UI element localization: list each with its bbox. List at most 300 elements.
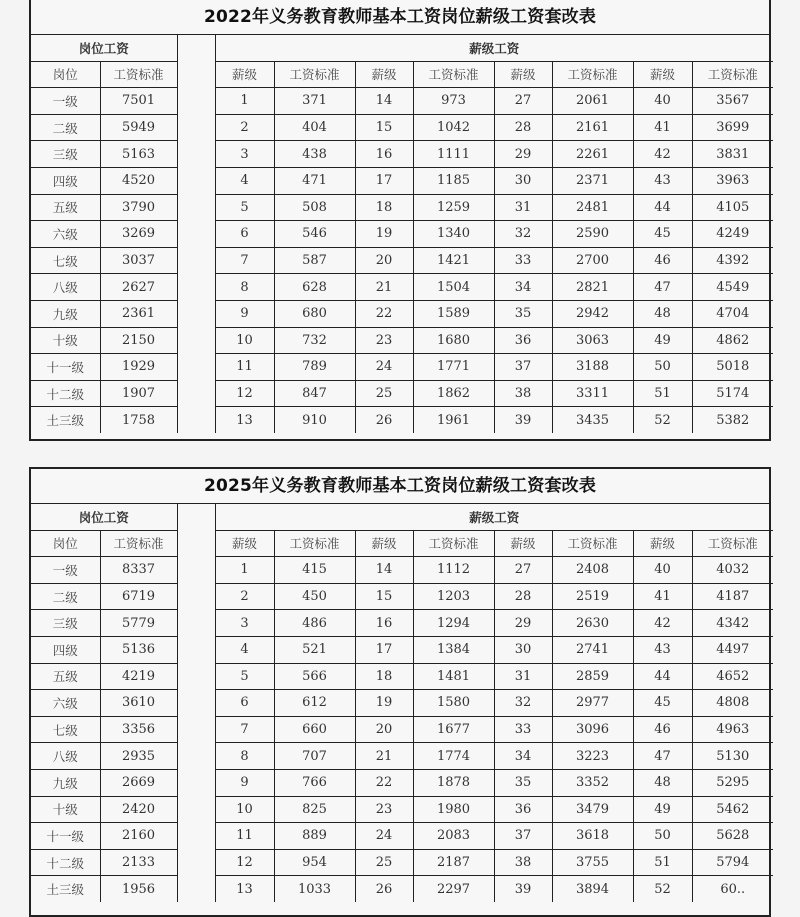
grade-pay-cell: 4704 (692, 300, 773, 327)
post-level-cell: 六级 (31, 221, 100, 248)
spacer-cell (177, 557, 215, 584)
table-row (31, 221, 773, 248)
table-row (31, 583, 773, 610)
column-header-post: 岗位 (31, 61, 100, 88)
grade-pay-cell: 3311 (552, 380, 633, 407)
grade-pay-cell: 2519 (552, 583, 633, 610)
grade-level-cell: 47 (633, 274, 692, 301)
grade-pay-cell: 973 (413, 88, 494, 115)
column-header-grade-pay: 工资标准 (692, 61, 773, 88)
column-header-grade-pay: 工资标准 (692, 530, 773, 557)
post-pay-cell: 5136 (100, 636, 177, 663)
grade-level-cell: 37 (494, 823, 552, 850)
grade-level-cell: 31 (494, 663, 552, 690)
grade-level-cell: 12 (215, 849, 274, 876)
post-level-cell: 五级 (31, 194, 100, 221)
grade-pay-cell: 3699 (692, 114, 773, 141)
post-level-cell: 土三级 (31, 407, 100, 433)
grade-level-cell: 9 (215, 769, 274, 796)
spacer-cell (177, 849, 215, 876)
grade-level-cell: 25 (355, 849, 413, 876)
spacer-cell (177, 504, 215, 530)
grade-level-cell: 36 (494, 327, 552, 354)
grade-pay-cell: 2590 (552, 221, 633, 248)
grade-level-cell: 32 (494, 690, 552, 717)
grade-pay-cell: 566 (274, 663, 355, 690)
column-header-grade: 薪级 (215, 61, 274, 88)
grade-level-cell: 49 (633, 796, 692, 823)
grade-level-cell: 1 (215, 88, 274, 115)
grade-level-cell: 49 (633, 327, 692, 354)
spacer-cell (177, 663, 215, 690)
grade-level-cell: 43 (633, 167, 692, 194)
grade-level-cell: 16 (355, 610, 413, 637)
grade-pay-cell: 1580 (413, 690, 494, 717)
table-row (31, 114, 773, 141)
table-row (31, 610, 773, 637)
grade-level-cell: 39 (494, 407, 552, 433)
grade-level-cell: 41 (633, 583, 692, 610)
table-title: 2025年义务教育教师基本工资岗位薪级工资套改表 (31, 469, 769, 504)
grade-level-cell: 26 (355, 876, 413, 902)
grade-pay-cell: 5794 (692, 849, 773, 876)
column-header-grade: 薪级 (633, 61, 692, 88)
post-level-cell: 七级 (31, 247, 100, 274)
grade-level-cell: 41 (633, 114, 692, 141)
grade-pay-cell: 2481 (552, 194, 633, 221)
grade-level-cell: 9 (215, 300, 274, 327)
grade-pay-cell: 954 (274, 849, 355, 876)
grade-level-cell: 4 (215, 636, 274, 663)
column-header-post-pay: 工资标准 (100, 61, 177, 88)
grade-pay-cell: 471 (274, 167, 355, 194)
grade-pay-cell: 1680 (413, 327, 494, 354)
grade-pay-cell: 2408 (552, 557, 633, 584)
grade-pay-cell: 4963 (692, 716, 773, 743)
post-pay-cell: 1758 (100, 407, 177, 433)
post-pay-cell: 3610 (100, 690, 177, 717)
post-pay-cell: 2361 (100, 300, 177, 327)
grade-pay-cell: 3352 (552, 769, 633, 796)
post-level-cell: 十二级 (31, 849, 100, 876)
spacer-cell (177, 327, 215, 354)
grade-level-cell: 46 (633, 716, 692, 743)
grade-level-cell: 38 (494, 849, 552, 876)
post-pay-cell: 2133 (100, 849, 177, 876)
grade-pay-cell: 5462 (692, 796, 773, 823)
grade-level-cell: 35 (494, 300, 552, 327)
grade-level-cell: 28 (494, 583, 552, 610)
post-level-cell: 七级 (31, 716, 100, 743)
grade-level-cell: 30 (494, 636, 552, 663)
grade-level-cell: 20 (355, 716, 413, 743)
table-row (31, 88, 773, 115)
post-pay-cell: 1956 (100, 876, 177, 902)
grade-pay-cell: 1384 (413, 636, 494, 663)
grade-pay-cell: 660 (274, 716, 355, 743)
grade-pay-cell: 521 (274, 636, 355, 663)
post-level-cell: 二级 (31, 583, 100, 610)
grade-pay-cell: 60.. (692, 876, 773, 902)
column-header-grade: 薪级 (633, 530, 692, 557)
grade-level-cell: 44 (633, 663, 692, 690)
table-row (31, 796, 773, 823)
spacer-cell (177, 247, 215, 274)
grade-level-cell: 40 (633, 557, 692, 584)
grade-pay-cell: 3435 (552, 407, 633, 433)
post-pay-cell: 2160 (100, 823, 177, 850)
grade-pay-cell: 2297 (413, 876, 494, 902)
column-header-grade-pay: 工资标准 (552, 61, 633, 88)
spacer-cell (177, 876, 215, 902)
grade-pay-cell: 2942 (552, 300, 633, 327)
grade-pay-cell: 2161 (552, 114, 633, 141)
table-row (31, 876, 773, 902)
grade-level-cell: 17 (355, 167, 413, 194)
grade-pay-cell: 612 (274, 690, 355, 717)
spacer-cell (177, 716, 215, 743)
grade-level-cell: 18 (355, 194, 413, 221)
post-level-cell: 二级 (31, 114, 100, 141)
grade-pay-cell: 371 (274, 88, 355, 115)
grade-level-cell: 38 (494, 380, 552, 407)
grade-pay-cell: 707 (274, 743, 355, 770)
grade-pay-cell: 4497 (692, 636, 773, 663)
grade-pay-cell: 1033 (274, 876, 355, 902)
post-pay-cell: 6719 (100, 583, 177, 610)
post-pay-cell: 5779 (100, 610, 177, 637)
grade-pay-cell: 766 (274, 769, 355, 796)
grade-pay-cell: 1504 (413, 274, 494, 301)
grade-pay-cell: 4249 (692, 221, 773, 248)
grade-level-cell: 6 (215, 690, 274, 717)
post-pay-cell: 3790 (100, 194, 177, 221)
spacer-cell (177, 61, 215, 88)
post-pay-cell: 2627 (100, 274, 177, 301)
grade-level-cell: 24 (355, 354, 413, 381)
table-row (31, 743, 773, 770)
grade-level-cell: 2 (215, 114, 274, 141)
spacer-cell (177, 167, 215, 194)
post-pay-cell: 2669 (100, 769, 177, 796)
post-pay-cell: 8337 (100, 557, 177, 584)
grade-level-cell: 43 (633, 636, 692, 663)
grade-pay-cell: 1421 (413, 247, 494, 274)
post-pay-cell: 5163 (100, 141, 177, 168)
grade-level-cell: 50 (633, 354, 692, 381)
grade-pay-cell: 486 (274, 610, 355, 637)
column-header-grade: 薪级 (494, 530, 552, 557)
grade-level-cell: 15 (355, 583, 413, 610)
grade-level-cell: 47 (633, 743, 692, 770)
grade-pay-group-header: 薪级工资 (215, 35, 773, 61)
grade-level-cell: 1 (215, 557, 274, 584)
table-row (31, 663, 773, 690)
grade-level-cell: 7 (215, 247, 274, 274)
grade-pay-cell: 1774 (413, 743, 494, 770)
grade-pay-cell: 1259 (413, 194, 494, 221)
table-row (31, 557, 773, 584)
grade-level-cell: 52 (633, 407, 692, 433)
grade-level-cell: 23 (355, 796, 413, 823)
grade-pay-cell: 3755 (552, 849, 633, 876)
grade-pay-cell: 5174 (692, 380, 773, 407)
spacer-cell (177, 35, 215, 61)
spacer-cell (177, 407, 215, 433)
column-header-grade-pay: 工资标准 (413, 530, 494, 557)
grade-level-cell: 21 (355, 743, 413, 770)
grade-pay-cell: 450 (274, 583, 355, 610)
grade-pay-cell: 3831 (692, 141, 773, 168)
grade-level-cell: 31 (494, 194, 552, 221)
grade-level-cell: 26 (355, 407, 413, 433)
grade-pay-cell: 2977 (552, 690, 633, 717)
grade-pay-cell: 415 (274, 557, 355, 584)
grade-level-cell: 22 (355, 300, 413, 327)
column-header-post: 岗位 (31, 530, 100, 557)
grade-level-cell: 46 (633, 247, 692, 274)
grade-pay-cell: 825 (274, 796, 355, 823)
grade-pay-cell: 1111 (413, 141, 494, 168)
grade-level-cell: 48 (633, 300, 692, 327)
grade-pay-cell: 2371 (552, 167, 633, 194)
grade-pay-cell: 5628 (692, 823, 773, 850)
grade-level-cell: 20 (355, 247, 413, 274)
grade-level-cell: 10 (215, 796, 274, 823)
grade-level-cell: 27 (494, 88, 552, 115)
grade-pay-cell: 732 (274, 327, 355, 354)
post-level-cell: 六级 (31, 690, 100, 717)
grade-level-cell: 39 (494, 876, 552, 902)
spacer-cell (177, 141, 215, 168)
spacer-cell (177, 380, 215, 407)
grade-pay-cell: 4862 (692, 327, 773, 354)
grade-level-cell: 18 (355, 663, 413, 690)
grade-level-cell: 44 (633, 194, 692, 221)
post-pay-cell: 3037 (100, 247, 177, 274)
table-row (31, 274, 773, 301)
grade-level-cell: 17 (355, 636, 413, 663)
grade-level-cell: 12 (215, 380, 274, 407)
grade-pay-cell: 2859 (552, 663, 633, 690)
spacer-cell (177, 610, 215, 637)
column-header-grade-pay: 工资标准 (274, 530, 355, 557)
post-level-cell: 十级 (31, 327, 100, 354)
grade-level-cell: 8 (215, 743, 274, 770)
post-pay-cell: 2150 (100, 327, 177, 354)
grade-pay-cell: 789 (274, 354, 355, 381)
grade-level-cell: 15 (355, 114, 413, 141)
grade-level-cell: 32 (494, 221, 552, 248)
column-header-row (31, 61, 773, 88)
grade-pay-cell: 3479 (552, 796, 633, 823)
column-header-grade: 薪级 (215, 530, 274, 557)
grade-level-cell: 3 (215, 610, 274, 637)
grade-pay-cell: 1112 (413, 557, 494, 584)
grade-level-cell: 3 (215, 141, 274, 168)
grade-pay-cell: 1961 (413, 407, 494, 433)
grade-pay-cell: 508 (274, 194, 355, 221)
grade-pay-cell: 3223 (552, 743, 633, 770)
grade-pay-cell: 4392 (692, 247, 773, 274)
grade-pay-cell: 4187 (692, 583, 773, 610)
grade-level-cell: 19 (355, 221, 413, 248)
grade-level-cell: 29 (494, 610, 552, 637)
post-level-cell: 一级 (31, 557, 100, 584)
grade-level-cell: 22 (355, 769, 413, 796)
salary-table-2022 (29, 0, 771, 441)
grade-pay-cell: 2187 (413, 849, 494, 876)
table-row (31, 636, 773, 663)
grade-level-cell: 52 (633, 876, 692, 902)
table-row (31, 769, 773, 796)
grade-level-cell: 21 (355, 274, 413, 301)
table-row (31, 716, 773, 743)
spacer-cell (177, 583, 215, 610)
grade-pay-cell: 1771 (413, 354, 494, 381)
grade-level-cell: 11 (215, 823, 274, 850)
grade-level-cell: 5 (215, 194, 274, 221)
spacer-cell (177, 114, 215, 141)
post-level-cell: 三级 (31, 610, 100, 637)
group-header-row (31, 504, 773, 530)
grade-level-cell: 51 (633, 849, 692, 876)
grade-pay-cell: 438 (274, 141, 355, 168)
post-pay-cell: 5949 (100, 114, 177, 141)
grade-pay-cell: 1980 (413, 796, 494, 823)
grade-pay-cell: 1589 (413, 300, 494, 327)
table-title: 2022年义务教育教师基本工资岗位薪级工资套改表 (31, 0, 769, 35)
grade-level-cell: 13 (215, 876, 274, 902)
post-level-cell: 一级 (31, 88, 100, 115)
post-level-cell: 十一级 (31, 354, 100, 381)
spacer-cell (177, 221, 215, 248)
column-header-row (31, 530, 773, 557)
post-level-cell: 九级 (31, 300, 100, 327)
spacer-cell (177, 354, 215, 381)
post-level-cell: 土三级 (31, 876, 100, 902)
grade-pay-cell: 5130 (692, 743, 773, 770)
grade-pay-cell: 3096 (552, 716, 633, 743)
grade-pay-cell: 1042 (413, 114, 494, 141)
table-row (31, 823, 773, 850)
grade-pay-cell: 4808 (692, 690, 773, 717)
post-level-cell: 十二级 (31, 380, 100, 407)
column-header-grade: 薪级 (355, 61, 413, 88)
grade-pay-cell: 587 (274, 247, 355, 274)
grade-pay-cell: 847 (274, 380, 355, 407)
grade-level-cell: 10 (215, 327, 274, 354)
grade-pay-cell: 1340 (413, 221, 494, 248)
grade-pay-cell: 3618 (552, 823, 633, 850)
column-header-grade: 薪级 (355, 530, 413, 557)
post-pay-cell: 3356 (100, 716, 177, 743)
column-header-grade-pay: 工资标准 (274, 61, 355, 88)
grade-level-cell: 2 (215, 583, 274, 610)
post-level-cell: 十级 (31, 796, 100, 823)
spacer-cell (177, 530, 215, 557)
spacer-cell (177, 769, 215, 796)
grade-pay-cell: 3188 (552, 354, 633, 381)
grade-pay-cell: 4342 (692, 610, 773, 637)
grade-pay-cell: 1677 (413, 716, 494, 743)
grade-level-cell: 30 (494, 167, 552, 194)
post-pay-group-header: 岗位工资 (31, 35, 177, 61)
spacer-cell (177, 743, 215, 770)
spacer-cell (177, 636, 215, 663)
grade-pay-cell: 2083 (413, 823, 494, 850)
post-pay-cell: 2935 (100, 743, 177, 770)
table-row (31, 300, 773, 327)
grade-level-cell: 34 (494, 743, 552, 770)
grade-level-cell: 42 (633, 610, 692, 637)
table-row (31, 327, 773, 354)
grade-level-cell: 33 (494, 716, 552, 743)
grade-level-cell: 48 (633, 769, 692, 796)
post-level-cell: 四级 (31, 167, 100, 194)
grade-level-cell: 28 (494, 114, 552, 141)
grade-level-cell: 13 (215, 407, 274, 433)
grade-pay-cell: 910 (274, 407, 355, 433)
salary-table-2025 (29, 467, 771, 917)
grade-pay-cell: 1294 (413, 610, 494, 637)
grade-pay-cell: 2261 (552, 141, 633, 168)
grade-level-cell: 45 (633, 690, 692, 717)
grade-level-cell: 19 (355, 690, 413, 717)
grade-pay-cell: 4549 (692, 274, 773, 301)
grade-level-cell: 25 (355, 380, 413, 407)
table-row (31, 247, 773, 274)
grade-level-cell: 11 (215, 354, 274, 381)
grade-pay-cell: 2741 (552, 636, 633, 663)
table-row (31, 194, 773, 221)
grade-pay-cell: 5018 (692, 354, 773, 381)
salary-grid (31, 504, 773, 902)
grade-level-cell: 34 (494, 274, 552, 301)
grade-pay-cell: 4652 (692, 663, 773, 690)
spacer-cell (177, 88, 215, 115)
grade-level-cell: 8 (215, 274, 274, 301)
grade-level-cell: 42 (633, 141, 692, 168)
grade-pay-cell: 3567 (692, 88, 773, 115)
post-pay-cell: 3269 (100, 221, 177, 248)
grade-pay-cell: 2630 (552, 610, 633, 637)
column-header-post-pay: 工资标准 (100, 530, 177, 557)
spacer-cell (177, 823, 215, 850)
post-level-cell: 四级 (31, 636, 100, 663)
grade-level-cell: 33 (494, 247, 552, 274)
grade-pay-cell: 3963 (692, 167, 773, 194)
grade-level-cell: 40 (633, 88, 692, 115)
grade-level-cell: 29 (494, 141, 552, 168)
post-level-cell: 八级 (31, 743, 100, 770)
grade-level-cell: 36 (494, 796, 552, 823)
grade-pay-cell: 1862 (413, 380, 494, 407)
spacer-cell (177, 194, 215, 221)
grade-level-cell: 23 (355, 327, 413, 354)
grade-level-cell: 14 (355, 88, 413, 115)
post-level-cell: 五级 (31, 663, 100, 690)
grade-level-cell: 5 (215, 663, 274, 690)
column-header-grade-pay: 工资标准 (413, 61, 494, 88)
post-pay-cell: 2420 (100, 796, 177, 823)
spacer-cell (177, 274, 215, 301)
group-header-row (31, 35, 773, 61)
grade-pay-cell: 2700 (552, 247, 633, 274)
grade-level-cell: 37 (494, 354, 552, 381)
grade-pay-cell: 5295 (692, 769, 773, 796)
spacer-cell (177, 300, 215, 327)
